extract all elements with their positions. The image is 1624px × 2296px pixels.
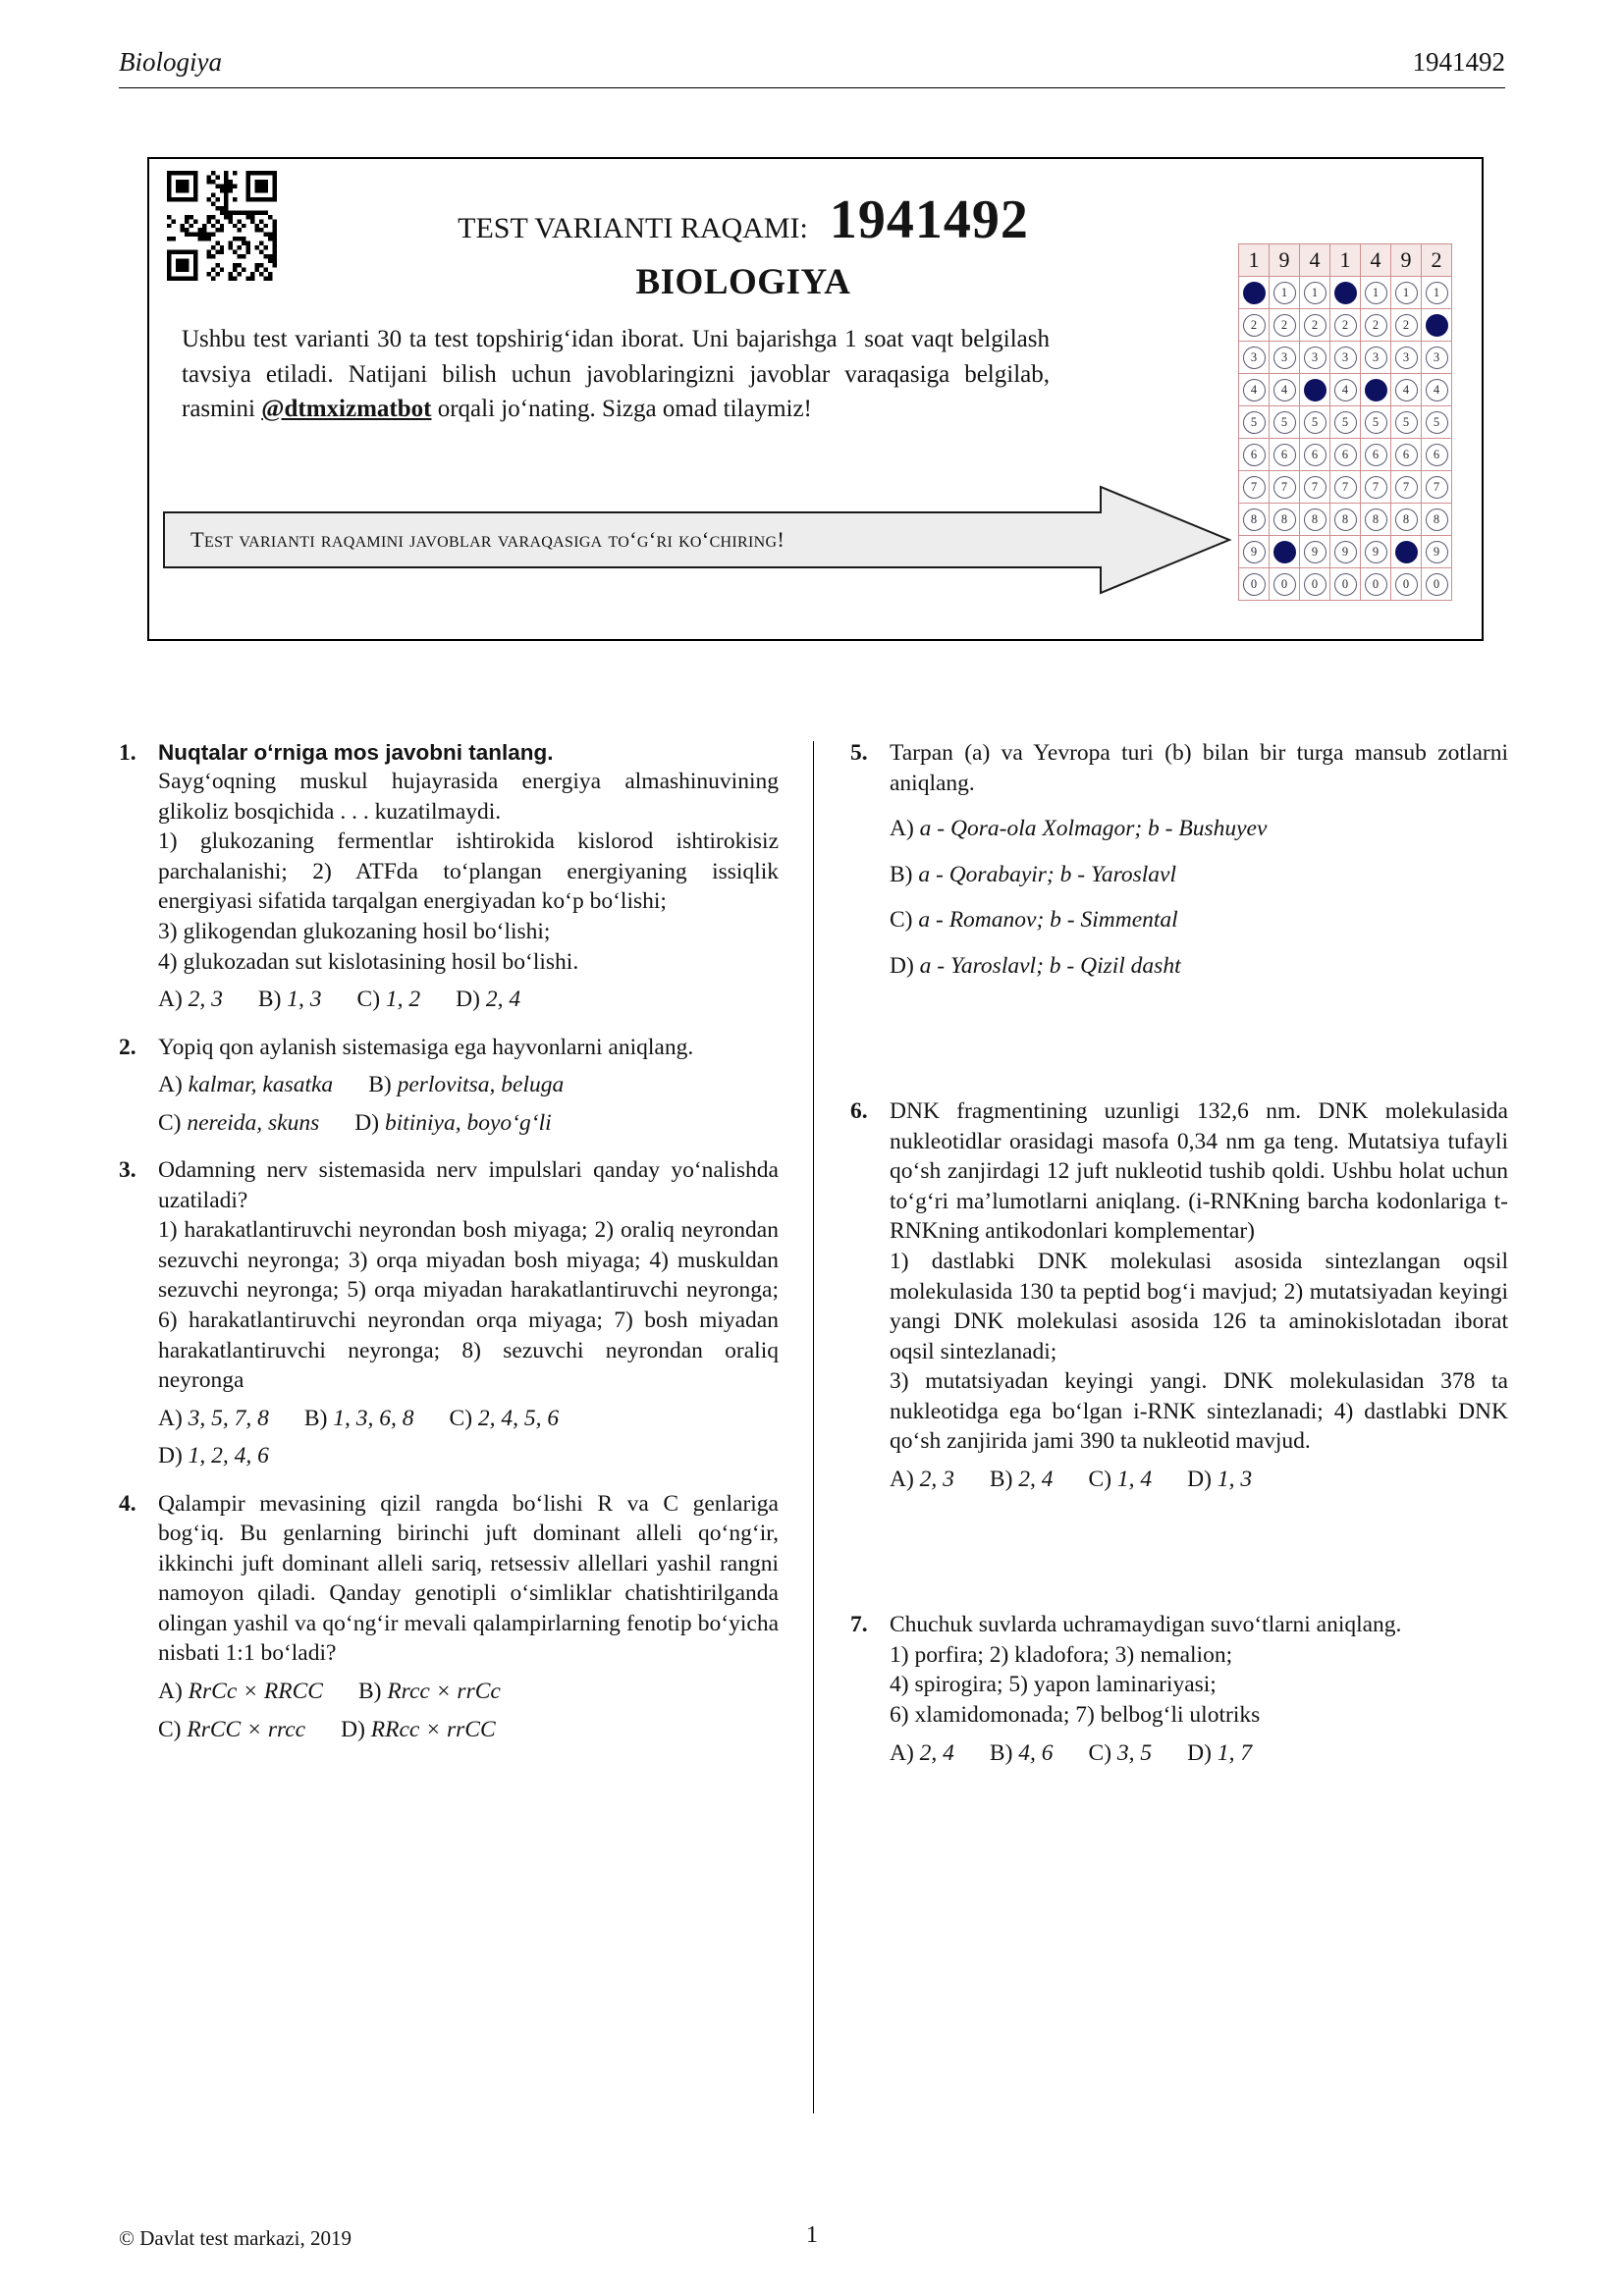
bubble-filled [1304, 379, 1326, 401]
question-number: 2. [119, 1034, 136, 1060]
option-letter: A) [158, 1405, 183, 1431]
grid-cell [1270, 439, 1300, 471]
grid-cell [1270, 536, 1300, 568]
grid-cell [1361, 374, 1391, 406]
bubble-empty: 0 [1395, 573, 1418, 596]
question-paragraph: Chuchuk suvlarda uchramaydigan suvo‘tlarni aniqlang. [890, 1612, 1402, 1638]
answer-option [158, 1715, 305, 1745]
question-paragraph: 6) xlamidomonada; 7) belbog‘li ulotriks [890, 1702, 1261, 1729]
answer-option [990, 1738, 1054, 1769]
bubble-empty: 5 [1426, 411, 1448, 434]
question-3 [119, 1155, 779, 1470]
header-subject: Biologiya [119, 47, 222, 77]
grid-cell [1270, 568, 1300, 601]
answer-option [450, 1404, 560, 1434]
grid-cell [1422, 439, 1452, 471]
question-number: 5. [850, 740, 868, 766]
answer-option [357, 985, 421, 1015]
grid-cell [1330, 504, 1361, 536]
bubble-empty: 3 [1243, 347, 1266, 369]
bubble-empty: 3 [1304, 347, 1326, 369]
option-value: 1, 3 [1217, 1466, 1253, 1492]
option-letter: D) [354, 1109, 380, 1136]
bubble-empty: 0 [1365, 573, 1387, 596]
bubble-empty: 8 [1426, 508, 1448, 531]
bubble-empty: 7 [1243, 476, 1266, 499]
answer-option [341, 1715, 496, 1745]
grid-cell [1300, 374, 1330, 406]
grid-cell [1270, 504, 1300, 536]
grid-cell [1391, 439, 1422, 471]
option-value: 2, 3 [919, 1466, 954, 1492]
answer-option [990, 1465, 1054, 1495]
option-letter: B) [989, 1466, 1013, 1492]
grid-cell [1330, 471, 1361, 504]
option-letter: B) [368, 1072, 392, 1098]
option-letter: C) [158, 1109, 182, 1136]
question-paragraph: Sayg‘oqning muskul hujayrasida energiya almashinuvining glikoliz bosqichida . . . kuzatilmaydi. [158, 769, 779, 825]
info-box [147, 157, 1484, 641]
option-value: 2, 3 [188, 987, 223, 1013]
answer-option [890, 1465, 954, 1495]
column-divider [813, 741, 814, 2113]
grid-cell [1270, 471, 1300, 504]
bubble-empty: 2 [1243, 314, 1266, 337]
answer-options-row [890, 905, 1508, 935]
grid-cell [1361, 309, 1391, 342]
option-value: 1, 4 [1116, 1466, 1153, 1492]
grid-cell [1239, 471, 1270, 504]
answer-option [258, 985, 322, 1015]
grid-cell [1270, 342, 1300, 374]
grid-cell [1422, 536, 1452, 568]
bubble-empty: 9 [1304, 541, 1326, 563]
option-letter: D) [341, 1716, 365, 1742]
question-paragraph: Qalampir mevasining qizil rangda bo‘lishi R va C genlariga bog‘iq. Bu genlarning birinchi juft dominant alleli qo‘ng‘ir, ikkinchi juft dominant alleli sariq, retsessiv allellari yashil rangni namoyon qiladi. Qanday genotipli o‘simliklar chatishtirilganda olingan yashil va qo‘ng‘ir mevali qalampirlarning fenotip bo‘yicha nisbati 1:1 bo‘ladi? [158, 1490, 779, 1667]
answer-options-row [158, 985, 779, 1015]
question-number: 4. [119, 1490, 136, 1517]
question-paragraph: 4) spirogira; 5) yapon laminariyasi; [890, 1672, 1217, 1698]
option-letter: B) [357, 1679, 382, 1705]
grid-header-digit: 4 [1300, 244, 1330, 277]
question-number: 6. [850, 1098, 868, 1125]
header-variant-number: 1941492 [1412, 47, 1505, 77]
grid-cell [1330, 536, 1361, 568]
option-letter: C) [158, 1716, 182, 1742]
bubble-empty: 6 [1304, 444, 1326, 466]
bubble-empty: 7 [1395, 476, 1418, 499]
option-value: 2, 4, 5, 6 [477, 1405, 560, 1431]
bubble-empty: 3 [1273, 347, 1296, 369]
grid-cell [1361, 342, 1391, 374]
bubble-empty: 6 [1395, 444, 1418, 466]
answer-options-row [158, 1404, 779, 1434]
answer-options-row [158, 1070, 779, 1100]
option-value: RrCc × RRCC [188, 1679, 323, 1705]
question-paragraph: DNK fragmentining uzunligi 132,6 nm. DNK molekulasida nukleotidlar orasidagi masofa 0,34 nm ga teng. Mutatsiya tufayli qo‘sh zanjirdagi 12 juft nukleotid tushib qoldi. Ushbu holat uchun to‘g‘ri ma’lumotlarni aniqlang. (i-RNKning barcha kodonlariga t-RNKning antikodonlari komplementar) [890, 1098, 1508, 1245]
grid-cell [1330, 309, 1361, 342]
page-number: 1 [806, 2222, 818, 2248]
option-value: 1, 3, 6, 8 [333, 1405, 414, 1431]
bubble-empty: 4 [1395, 379, 1418, 401]
option-letter: B) [257, 987, 282, 1013]
questions-right-column [850, 738, 1508, 1768]
option-letter: C) [449, 1405, 473, 1431]
bubble-empty: 7 [1365, 476, 1387, 499]
bubble-empty: 9 [1334, 541, 1357, 563]
question-heading: Nuqtalar o‘rniga mos javobni tanlang. [158, 740, 554, 765]
bubble-filled [1334, 282, 1357, 304]
grid-cell [1270, 277, 1300, 309]
option-letter: D) [158, 1443, 183, 1469]
answer-options-row [158, 1677, 779, 1707]
grid-cell [1422, 471, 1452, 504]
bubble-empty: 7 [1273, 476, 1296, 499]
option-value: 1, 3 [287, 987, 322, 1013]
answer-option [1089, 1465, 1153, 1495]
bubble-empty: 2 [1334, 314, 1357, 337]
grid-cell [1300, 504, 1330, 536]
option-value: RRcc × rrCC [370, 1716, 496, 1742]
answer-option [158, 1441, 269, 1471]
answer-option [358, 1677, 501, 1707]
grid-cell [1300, 471, 1330, 504]
answer-option [304, 1404, 414, 1434]
grid-cell [1300, 309, 1330, 342]
grid-cell [1300, 536, 1330, 568]
question-2 [119, 1033, 779, 1139]
question-paragraph: 4) glukozadan sut kislotasining hosil bo‘lishi. [158, 948, 579, 975]
bubble-empty: 4 [1273, 379, 1296, 401]
intro-text-before: Ushbu test varianti 30 ta test topshirig‘idan iborat. Uni bajarishga 1 soat vaqt belgilash tavsiya etiladi. Natijani bilish uchun javoblaringizni javoblar varaqasiga belgilab, rasmini [182, 326, 1050, 422]
question-number: 7. [850, 1612, 868, 1638]
option-letter: A) [890, 1466, 914, 1492]
grid-cell [1361, 439, 1391, 471]
bubble-empty: 0 [1304, 573, 1326, 596]
bubble-empty: 2 [1273, 314, 1296, 337]
answer-options-row [158, 1108, 779, 1139]
question-5 [850, 738, 1508, 981]
subject-title: BIOLOGIYA [635, 262, 851, 302]
answer-option [890, 860, 1176, 890]
question-paragraph: 3) glikogendan glukozaning hosil bo‘lishi; [158, 918, 551, 944]
grid-cell [1422, 374, 1452, 406]
bubble-empty: 6 [1243, 444, 1266, 466]
grid-cell [1422, 504, 1452, 536]
answer-option [1187, 1465, 1252, 1495]
bubble-empty: 8 [1334, 508, 1357, 531]
bubble-empty: 9 [1243, 541, 1266, 563]
questions-left-column [119, 738, 779, 1744]
option-letter: D) [890, 952, 914, 979]
option-letter: A) [890, 816, 914, 842]
bubble-filled [1426, 314, 1448, 337]
option-letter: A) [890, 1739, 914, 1766]
grid-cell [1300, 568, 1330, 601]
option-value: perlovitsa, beluga [397, 1072, 565, 1098]
grid-cell [1239, 309, 1270, 342]
bubble-empty: 0 [1273, 573, 1296, 596]
grid-cell [1391, 277, 1422, 309]
qr-code-icon [167, 171, 277, 281]
answer-option [456, 985, 520, 1015]
bubble-empty: 9 [1426, 541, 1448, 563]
answer-option [158, 1070, 333, 1100]
option-letter: A) [158, 987, 183, 1013]
grid-cell [1391, 568, 1422, 601]
option-value: Rrcc × rrCc [387, 1679, 501, 1705]
grid-cell [1422, 568, 1452, 601]
bubble-empty: 0 [1243, 573, 1266, 596]
bubble-empty: 6 [1426, 444, 1448, 466]
option-value: 2, 4 [1018, 1466, 1054, 1492]
answer-option [890, 814, 1267, 844]
grid-header-digit: 9 [1391, 244, 1422, 277]
grid-cell [1361, 406, 1391, 439]
bubble-empty: 8 [1243, 508, 1266, 531]
option-letter: D) [456, 987, 480, 1013]
bubble-empty: 1 [1273, 282, 1296, 304]
question-paragraph: 1) glukozaning fermentlar ishtirokida kislorod ishtirokisiz parchalanishi; 2) ATFda to‘plangan energiyaning issiqlik energiyasi sifatida tarqalgan energiyadan ko‘p bo‘lishi; [158, 828, 779, 915]
bubble-empty: 4 [1334, 379, 1357, 401]
grid-cell [1391, 374, 1422, 406]
answer-option [368, 1070, 564, 1100]
bubble-empty: 0 [1334, 573, 1357, 596]
question-paragraph: Tarpan (a) va Yevropa turi (b) bilan bir turga mansub zotlarni aniqlang. [890, 740, 1508, 796]
option-value: RrCC × rrcc [187, 1716, 306, 1742]
option-value: bitiniya, boyo‘g‘li [384, 1109, 552, 1136]
bubble-empty: 8 [1395, 508, 1418, 531]
intro-text-after: orqali jo‘nating. Sizga omad tilaymiz! [431, 396, 812, 422]
answer-option [158, 985, 223, 1015]
bubble-empty: 7 [1304, 476, 1326, 499]
bubble-empty: 2 [1395, 314, 1418, 337]
question-number: 1. [119, 740, 136, 766]
grid-cell [1422, 342, 1452, 374]
bubble-empty: 7 [1334, 476, 1357, 499]
option-value: nereida, skuns [187, 1109, 320, 1136]
bubble-filled [1243, 282, 1266, 304]
grid-cell [1330, 406, 1361, 439]
grid-cell [1239, 504, 1270, 536]
answer-option [354, 1108, 551, 1139]
grid-header-digit: 2 [1422, 244, 1452, 277]
option-letter: A) [158, 1072, 183, 1098]
answer-options-row [158, 1715, 779, 1745]
question-7 [850, 1610, 1508, 1768]
grid-cell [1391, 536, 1422, 568]
bubble-empty: 6 [1334, 444, 1357, 466]
bubble-empty: 5 [1304, 411, 1326, 434]
bubble-empty: 1 [1395, 282, 1418, 304]
option-letter: C) [356, 987, 381, 1013]
grid-cell [1330, 439, 1361, 471]
answer-options-row [890, 1738, 1508, 1769]
answer-options-row [158, 1441, 779, 1471]
bubble-filled [1365, 379, 1387, 401]
option-value: kalmar, kasatka [188, 1072, 334, 1098]
answer-option [158, 1108, 319, 1139]
grid-cell [1270, 309, 1300, 342]
option-value: 4, 6 [1018, 1739, 1054, 1766]
bubble-empty: 3 [1334, 347, 1357, 369]
option-value: a - Qora-ola Xolmagor; b - Bushuyev [919, 816, 1268, 842]
grid-cell [1391, 504, 1422, 536]
answer-option [1089, 1738, 1153, 1769]
option-value: a - Romanov; b - Simmental [918, 907, 1178, 934]
option-value: 1, 7 [1217, 1739, 1253, 1766]
grid-cell [1300, 277, 1330, 309]
bubble-empty: 2 [1365, 314, 1387, 337]
bubble-empty: 5 [1395, 411, 1418, 434]
question-paragraph: Odamning nerv sistemasida nerv impulslari qanday yo‘nalishda uzatiladi? [158, 1157, 779, 1213]
bubble-empty: 5 [1334, 411, 1357, 434]
option-value: a - Qorabayir; b - Yaroslavl [918, 861, 1177, 887]
variant-title-line [297, 188, 1190, 251]
bubble-empty: 7 [1426, 476, 1448, 499]
question-paragraph: 1) dastlabki DNK molekulasi asosida sintezlangan oqsil molekulasida 130 ta peptid bog‘i mavjud; 2) mutatsiyadan keyingi yangi DNK molekulasi asosida 126 ta aminokislotadan iborat oqsil sintezlanadi; [890, 1249, 1508, 1364]
grid-cell [1239, 342, 1270, 374]
bubble-empty: 6 [1365, 444, 1387, 466]
grid-cell [1300, 439, 1330, 471]
option-value: 3, 5, 7, 8 [188, 1405, 269, 1431]
grid-cell [1422, 309, 1452, 342]
grid-cell [1361, 568, 1391, 601]
bot-handle-link: @dtmxizmatbot [261, 396, 432, 422]
question-paragraph: 3) mutatsiyadan keyingi yangi. DNK molekulasidan 378 ta nukleotidga ega bo‘lgan i-RNK sintezlanadi; 4) dastlabki DNK qo‘sh zanjirida jami 390 ta nukleotid mavjud. [890, 1368, 1508, 1455]
grid-cell [1330, 342, 1361, 374]
grid-cell [1270, 374, 1300, 406]
bubble-empty: 3 [1395, 347, 1418, 369]
grid-cell [1330, 568, 1361, 601]
bubble-empty: 4 [1426, 379, 1448, 401]
grid-cell [1361, 471, 1391, 504]
question-paragraph: 1) porfira; 2) kladofora; 3) nemalion; [890, 1641, 1233, 1668]
option-value: 3, 5 [1116, 1739, 1153, 1766]
bubble-empty: 5 [1273, 411, 1296, 434]
bubble-empty: 3 [1365, 347, 1387, 369]
grid-cell [1422, 406, 1452, 439]
bubble-empty: 5 [1365, 411, 1387, 434]
grid-header-digit: 1 [1239, 244, 1270, 277]
bubble-filled [1395, 541, 1418, 563]
answer-option [1187, 1738, 1252, 1769]
question-4 [119, 1489, 779, 1744]
grid-cell [1361, 277, 1391, 309]
variant-label: TEST VARIANTI RAQAMI: [458, 212, 808, 244]
option-letter: B) [303, 1405, 328, 1431]
option-letter: C) [1088, 1739, 1112, 1766]
grid-cell [1330, 374, 1361, 406]
answer-option [890, 1738, 954, 1769]
bubble-empty: 1 [1304, 282, 1326, 304]
grid-cell [1239, 406, 1270, 439]
grid-header-digit: 4 [1361, 244, 1391, 277]
intro-paragraph [182, 322, 1050, 427]
grid-cell [1422, 277, 1452, 309]
grid-cell [1391, 342, 1422, 374]
grid-cell [1239, 536, 1270, 568]
bubble-filled [1273, 541, 1296, 563]
answer-options-row [890, 951, 1508, 982]
grid-cell [1239, 374, 1270, 406]
answer-option [890, 905, 1178, 935]
bubble-empty: 0 [1426, 573, 1448, 596]
page-header [119, 47, 1505, 88]
option-letter: C) [890, 907, 913, 934]
option-value: 1, 2 [385, 987, 421, 1013]
grid-cell [1239, 439, 1270, 471]
answer-bubble-grid [1238, 243, 1452, 601]
grid-header-digit: 9 [1270, 244, 1300, 277]
bubble-empty: 2 [1304, 314, 1326, 337]
option-letter: D) [1187, 1739, 1212, 1766]
grid-cell [1270, 406, 1300, 439]
option-letter: C) [1088, 1466, 1112, 1492]
question-paragraph: Yopiq qon aylanish sistemasiga ega hayvonlarni aniqlang. [158, 1034, 694, 1060]
option-value: a - Yaroslavl; b - Qizil dasht [919, 952, 1181, 979]
grid-cell [1239, 277, 1270, 309]
answer-options-row [890, 860, 1508, 890]
bubble-empty: 8 [1304, 508, 1326, 531]
option-letter: B) [890, 861, 913, 887]
arrow-banner [163, 483, 1233, 597]
answer-options-row [890, 814, 1508, 844]
bubble-empty: 3 [1426, 347, 1448, 369]
question-paragraph: 1) harakatlantiruvchi neyrondan bosh miyaga; 2) oraliq neyrondan sezuvchi neyronga; 3) orqa miyadan bosh miyaga; 4) muskuldan sezuvchi neyronga; 5) orqa miyadan harakatlantiruvchi neyronga; 6) harakatlantiruvchi neyrondan orqa miyaga; 7) bosh miyadan harakatlantiruvchi neyronga; 8) sezuvchi neyrondan oraliq neyronga [158, 1217, 779, 1394]
grid-cell [1391, 471, 1422, 504]
variant-number: 1941492 [829, 189, 1029, 250]
question-6 [850, 1096, 1508, 1494]
question-number: 3. [119, 1157, 136, 1184]
question-1 [119, 738, 779, 1015]
grid-cell [1391, 406, 1422, 439]
answer-option [890, 951, 1181, 982]
banner-text: Test varianti raqamini javoblar varaqasiga to‘g‘ri ko‘chiring! [190, 527, 785, 552]
grid-header-digit: 1 [1330, 244, 1361, 277]
grid-cell [1330, 277, 1361, 309]
answer-option [158, 1677, 323, 1707]
grid-cell [1300, 342, 1330, 374]
bubble-empty: 8 [1365, 508, 1387, 531]
grid-cell [1361, 536, 1391, 568]
grid-cell [1300, 406, 1330, 439]
bubble-empty: 1 [1365, 282, 1387, 304]
option-value: 1, 2, 4, 6 [188, 1443, 269, 1469]
answer-options-row [890, 1465, 1508, 1495]
grid-cell [1391, 309, 1422, 342]
bubble-empty: 1 [1426, 282, 1448, 304]
bubble-empty: 6 [1273, 444, 1296, 466]
bubble-empty: 9 [1365, 541, 1387, 563]
bubble-empty: 5 [1243, 411, 1266, 434]
grid-cell [1239, 568, 1270, 601]
option-letter: A) [158, 1679, 183, 1705]
bubble-empty: 4 [1243, 379, 1266, 401]
bubble-empty: 8 [1273, 508, 1296, 531]
option-value: 2, 4 [919, 1739, 954, 1766]
grid-cell [1361, 504, 1391, 536]
option-letter: B) [989, 1739, 1013, 1766]
footer-copyright: © Davlat test markazi, 2019 [119, 2226, 352, 2250]
option-letter: D) [1187, 1466, 1212, 1492]
option-value: 2, 4 [485, 987, 521, 1013]
answer-option [158, 1404, 269, 1434]
